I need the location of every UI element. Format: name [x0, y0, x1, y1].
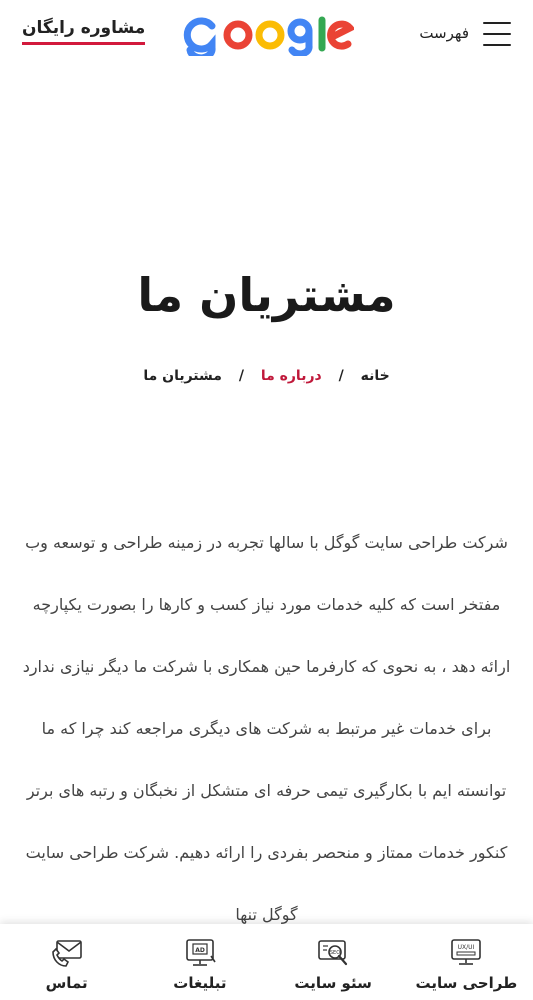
bottom-nav [0, 924, 533, 1000]
nav-item-contact[interactable] [0, 924, 133, 1000]
seo-search-icon [316, 938, 350, 968]
ad-monitor-icon [183, 938, 217, 968]
about-paragraph: شرکت طراحی سایت گوگل با سالها تجربه در زمینه طراحی و توسعه وب مفتخر است که کلیه خدمات مورد نیاز کسب و کارها را بصورت یکپارچه ارائه دهد ، به نحوی که کارفرما حین همکاری با شرکت ما دیگر نیازی ندارد برای خدمات غیر مرتبط به شرکت های دیگری مراجعه کند چرا که ما توانسته ایم با بکارگیری تیمی حرفه ای متشکل از نخبگان و رتبه های برتر کنکور خدمات ممتاز و منحصر بفردی را ارائه دهیم. شرکت طراحی سایت گوگل تنها [22, 533, 511, 924]
svg-text:SEO: SEO [329, 950, 341, 956]
breadcrumb-separator: / [338, 368, 344, 384]
menu-label[interactable]: فهرست [419, 24, 469, 42]
breadcrumb-home[interactable]: خانه [360, 368, 390, 384]
nav-label: طراحی سایت [415, 974, 518, 992]
page-title: مشتریان ما [137, 268, 396, 322]
header [0, 0, 533, 70]
menu-icon[interactable] [483, 22, 511, 46]
uxui-monitor-icon [449, 938, 483, 968]
nav-label: سئو سایت [294, 974, 372, 992]
svg-text:UX/UI: UX/UI [458, 944, 475, 951]
nav-item-ads[interactable] [133, 924, 266, 1000]
phone-envelope-icon [50, 938, 84, 968]
nav-item-web-design[interactable] [400, 924, 533, 1000]
nav-label: تبلیغات [173, 974, 227, 992]
google-logo-icon [182, 14, 354, 56]
nav-item-seo[interactable] [267, 924, 400, 1000]
breadcrumb [0, 368, 533, 384]
breadcrumb-separator: / [238, 368, 244, 384]
breadcrumb-current: مشتریان ما [143, 368, 222, 384]
breadcrumb-about[interactable]: درباره ما [260, 368, 322, 384]
svg-text:AD: AD [195, 947, 205, 954]
google-logo[interactable] [182, 14, 354, 56]
nav-label: تماس [45, 974, 88, 992]
free-consultation-link[interactable]: مشاوره رایگان [22, 18, 145, 45]
